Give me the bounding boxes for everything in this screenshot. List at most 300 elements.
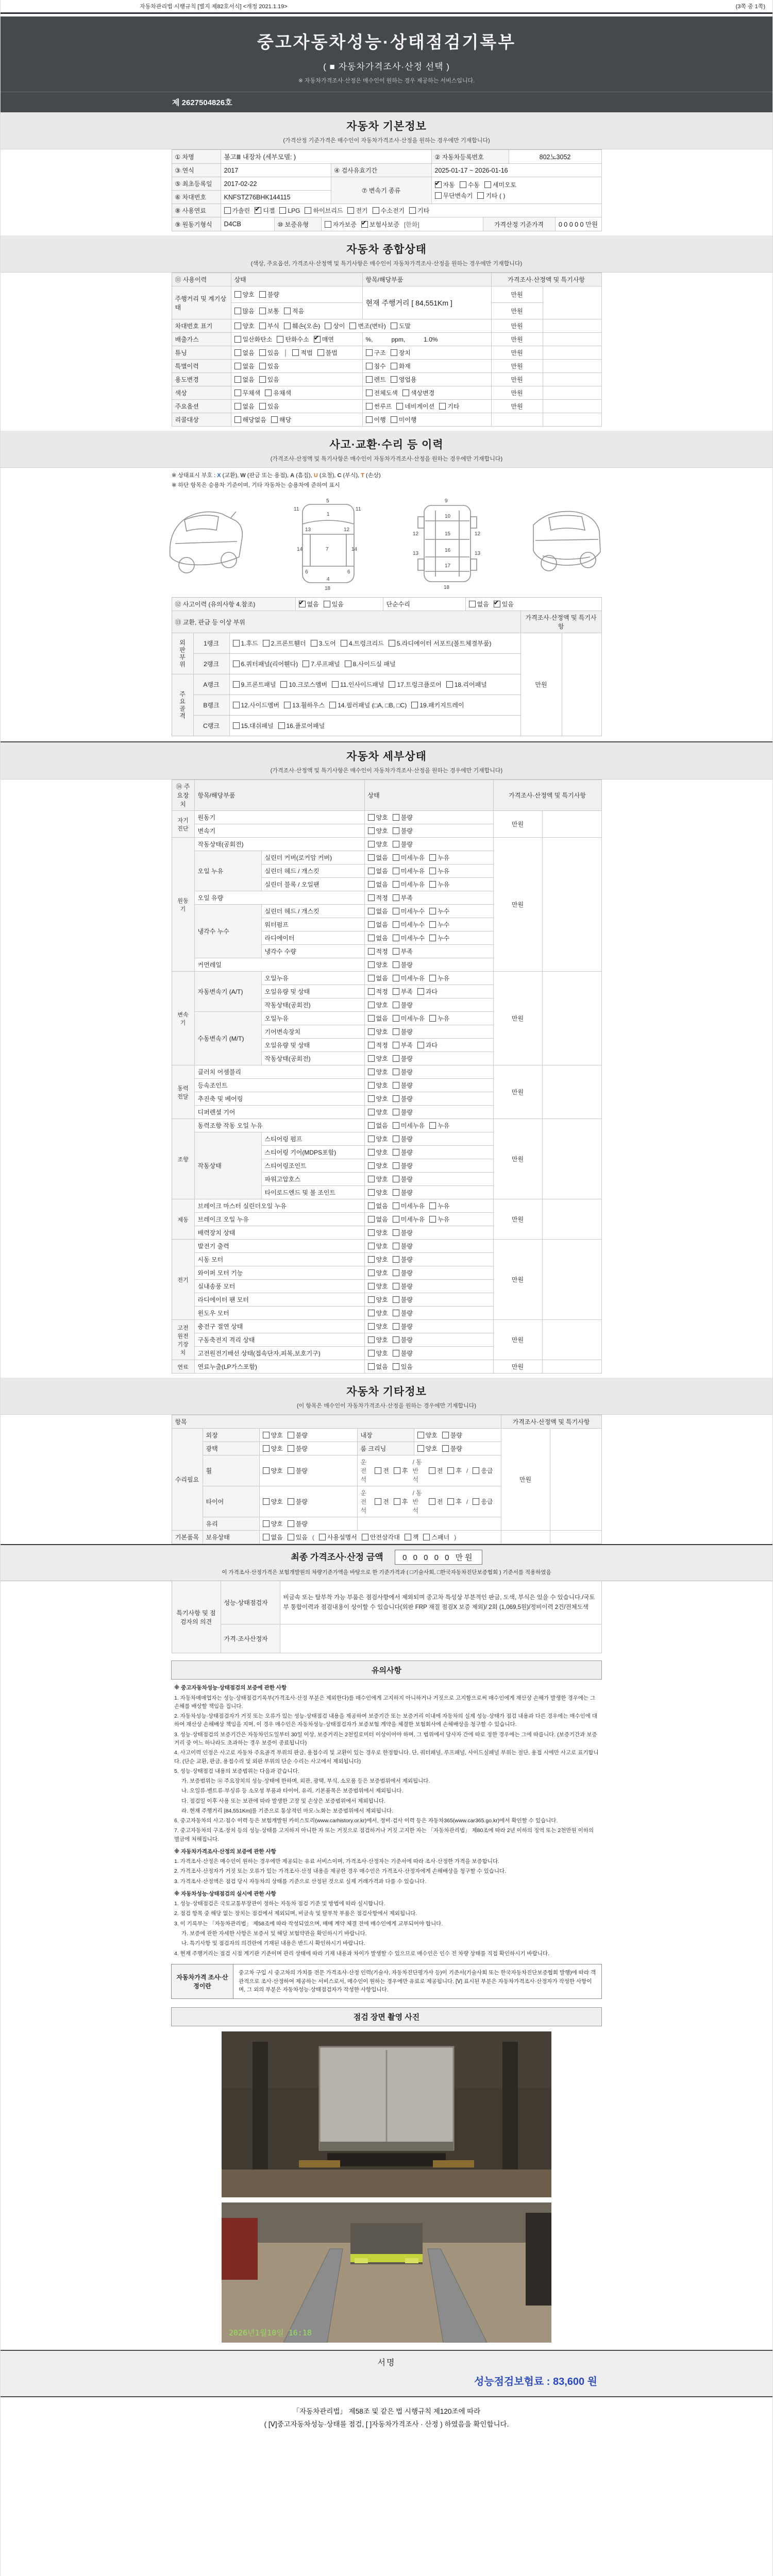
checkbox-icon[interactable] — [368, 1082, 375, 1089]
checkbox-option[interactable] — [417, 1444, 438, 1453]
checkbox-icon[interactable] — [303, 660, 309, 667]
checkbox-icon[interactable] — [368, 908, 375, 914]
checkbox-icon[interactable] — [263, 1445, 270, 1452]
checkbox-option[interactable] — [393, 1108, 413, 1116]
checkbox-option[interactable] — [393, 1268, 413, 1277]
checkbox-icon[interactable] — [345, 660, 351, 667]
checkbox-icon[interactable] — [368, 841, 375, 848]
checkbox-icon[interactable] — [375, 1467, 381, 1474]
checkbox-option[interactable] — [429, 1466, 443, 1475]
checkbox-icon[interactable] — [429, 921, 436, 928]
checkbox-icon[interactable] — [259, 323, 266, 329]
checkbox-icon[interactable] — [389, 640, 395, 647]
checkbox-icon[interactable] — [366, 363, 373, 369]
checkbox-option[interactable] — [368, 1175, 388, 1183]
checkbox-icon[interactable] — [368, 1243, 375, 1249]
checkbox-icon[interactable] — [393, 1149, 399, 1156]
checkbox-option[interactable] — [368, 1201, 388, 1210]
checkbox-icon[interactable] — [393, 1363, 399, 1370]
checkbox-icon[interactable] — [288, 1445, 294, 1452]
checkbox-icon[interactable] — [366, 403, 373, 410]
checkbox-icon[interactable] — [394, 1467, 400, 1474]
checkbox-option[interactable] — [393, 867, 425, 875]
checkbox-icon[interactable] — [263, 1498, 270, 1505]
checkbox-icon[interactable] — [417, 1432, 424, 1438]
checkbox-checked-icon[interactable] — [361, 221, 368, 228]
checkbox-option[interactable] — [368, 1295, 388, 1304]
checkbox-option[interactable] — [368, 1242, 388, 1250]
checkbox-option[interactable] — [429, 907, 449, 916]
checkbox-icon[interactable] — [263, 1520, 270, 1527]
checkbox-option[interactable] — [368, 1067, 388, 1076]
checkbox-option[interactable] — [429, 1014, 449, 1023]
checkbox-icon[interactable] — [368, 868, 375, 874]
checkbox-checked-icon[interactable] — [435, 181, 442, 188]
checkbox-option[interactable] — [393, 1282, 413, 1291]
checkbox-option[interactable] — [393, 1001, 413, 1009]
checkbox-icon[interactable] — [393, 1028, 399, 1035]
checkbox-icon[interactable] — [393, 935, 399, 941]
checkbox-icon[interactable] — [263, 1467, 270, 1474]
checkbox-option[interactable] — [234, 335, 273, 344]
checkbox-option[interactable] — [429, 1121, 449, 1130]
checkbox-icon[interactable] — [393, 1095, 399, 1102]
checkbox-option[interactable] — [366, 388, 398, 397]
checkbox-option[interactable] — [324, 600, 344, 608]
checkbox-option[interactable] — [429, 934, 449, 942]
checkbox-option[interactable] — [259, 321, 279, 330]
checkbox-icon[interactable] — [393, 1082, 399, 1089]
checkbox-icon[interactable] — [393, 1243, 399, 1249]
checkbox-option[interactable] — [368, 1027, 388, 1036]
checkbox-option[interactable] — [233, 680, 276, 689]
checkbox-option[interactable] — [368, 840, 388, 849]
checkbox-option[interactable] — [368, 1081, 388, 1090]
checkbox-option[interactable] — [299, 600, 319, 608]
checkbox-option[interactable] — [442, 1431, 462, 1439]
checkbox-icon[interactable] — [224, 207, 231, 214]
checkbox-option[interactable] — [417, 1431, 438, 1439]
checkbox-option[interactable] — [325, 321, 345, 330]
checkbox-icon[interactable] — [324, 601, 330, 607]
checkbox-icon[interactable] — [234, 376, 241, 383]
checkbox-icon[interactable] — [435, 192, 442, 199]
checkbox-icon[interactable] — [429, 935, 436, 941]
checkbox-option[interactable] — [417, 987, 438, 996]
checkbox-icon[interactable] — [393, 894, 399, 901]
checkbox-option[interactable] — [429, 853, 449, 862]
checkbox-icon[interactable] — [447, 1498, 454, 1505]
checkbox-option[interactable] — [393, 1054, 413, 1063]
checkbox-icon[interactable] — [259, 291, 266, 298]
checkbox-option[interactable] — [368, 1134, 388, 1143]
checkbox-icon[interactable] — [442, 1445, 449, 1452]
checkbox-option[interactable] — [423, 1533, 449, 1541]
checkbox-icon[interactable] — [393, 1283, 399, 1290]
checkbox-option[interactable] — [368, 974, 388, 982]
checkbox-option[interactable] — [429, 880, 449, 889]
checkbox-icon[interactable] — [429, 1216, 436, 1223]
checkbox-icon[interactable] — [429, 1122, 436, 1129]
checkbox-icon[interactable] — [368, 1363, 375, 1370]
checkbox-option[interactable] — [284, 321, 320, 330]
checkbox-option[interactable] — [442, 1444, 462, 1453]
checkbox-icon[interactable] — [405, 1534, 411, 1540]
checkbox-icon[interactable] — [284, 702, 291, 708]
checkbox-option[interactable] — [233, 659, 298, 668]
checkbox-icon[interactable] — [429, 1202, 436, 1209]
checkbox-icon[interactable] — [233, 681, 240, 688]
checkbox-icon[interactable] — [429, 908, 436, 914]
checkbox-option[interactable] — [368, 1188, 388, 1197]
checkbox-option[interactable] — [389, 639, 492, 648]
checkbox-checked-icon[interactable] — [314, 336, 321, 343]
checkbox-icon[interactable] — [402, 389, 409, 396]
checkbox-icon[interactable] — [368, 1042, 375, 1048]
checkbox-icon[interactable] — [393, 881, 399, 888]
checkbox-option[interactable] — [234, 290, 255, 299]
checkbox-option[interactable] — [393, 1242, 413, 1250]
checkbox-option[interactable] — [319, 1533, 357, 1541]
checkbox-icon[interactable] — [477, 192, 484, 199]
checkbox-icon[interactable] — [393, 1015, 399, 1022]
checkbox-option[interactable] — [368, 1228, 388, 1237]
checkbox-icon[interactable] — [347, 207, 354, 214]
checkbox-option[interactable] — [234, 348, 255, 357]
checkbox-option[interactable] — [263, 1466, 283, 1475]
checkbox-icon[interactable] — [393, 841, 399, 848]
checkbox-icon[interactable] — [396, 403, 403, 410]
checkbox-icon[interactable] — [391, 323, 397, 329]
checkbox-icon[interactable] — [393, 1296, 399, 1303]
checkbox-icon[interactable] — [460, 181, 466, 188]
checkbox-icon[interactable] — [409, 207, 416, 214]
checkbox-icon[interactable] — [368, 1229, 375, 1236]
checkbox-option[interactable] — [473, 1466, 493, 1475]
checkbox-icon[interactable] — [393, 854, 399, 861]
checkbox-option[interactable] — [394, 1466, 408, 1475]
checkbox-option[interactable] — [288, 1533, 308, 1541]
checkbox-option[interactable] — [292, 348, 312, 357]
checkbox-option[interactable] — [259, 290, 279, 299]
checkbox-icon[interactable] — [368, 1256, 375, 1263]
checkbox-option[interactable] — [234, 415, 266, 424]
checkbox-icon[interactable] — [233, 702, 240, 708]
checkbox-option[interactable] — [368, 987, 388, 996]
checkbox-option[interactable] — [393, 1215, 425, 1224]
checkbox-icon[interactable] — [393, 908, 399, 914]
checkbox-icon[interactable] — [288, 1534, 294, 1540]
checkbox-option[interactable] — [265, 388, 291, 397]
checkbox-icon[interactable] — [259, 349, 266, 356]
checkbox-option[interactable] — [329, 701, 407, 709]
checkbox-icon[interactable] — [417, 1445, 424, 1452]
checkbox-option[interactable] — [460, 180, 480, 189]
checkbox-option[interactable] — [473, 1497, 493, 1506]
checkbox-option[interactable] — [393, 840, 413, 849]
checkbox-option[interactable] — [429, 867, 449, 875]
checkbox-option[interactable] — [233, 639, 258, 648]
checkbox-icon[interactable] — [368, 881, 375, 888]
checkbox-option[interactable] — [393, 826, 413, 835]
checkbox-icon[interactable] — [288, 1498, 294, 1505]
checkbox-option[interactable] — [284, 307, 304, 315]
checkbox-icon[interactable] — [393, 827, 399, 834]
checkbox-icon[interactable] — [393, 1269, 399, 1276]
checkbox-option[interactable] — [368, 960, 388, 969]
checkbox-option[interactable] — [409, 206, 429, 215]
checkbox-option[interactable] — [393, 1161, 413, 1170]
checkbox-icon[interactable] — [447, 1467, 454, 1474]
checkbox-option[interactable] — [288, 1497, 308, 1506]
checkbox-option[interactable] — [429, 1201, 449, 1210]
checkbox-option[interactable] — [368, 867, 388, 875]
checkbox-icon[interactable] — [393, 961, 399, 968]
checkbox-option[interactable] — [368, 907, 388, 916]
checkbox-option[interactable] — [393, 907, 425, 916]
checkbox-option[interactable] — [393, 1148, 413, 1157]
checkbox-icon[interactable] — [263, 1534, 270, 1540]
checkbox-icon[interactable] — [391, 376, 397, 383]
checkbox-option[interactable] — [280, 680, 327, 689]
checkbox-icon[interactable] — [411, 702, 418, 708]
checkbox-icon[interactable] — [417, 1042, 424, 1048]
checkbox-option[interactable] — [393, 853, 425, 862]
checkbox-icon[interactable] — [325, 323, 331, 329]
checkbox-icon[interactable] — [362, 1534, 368, 1540]
checkbox-icon[interactable] — [484, 181, 491, 188]
checkbox-option[interactable] — [393, 1188, 413, 1197]
checkbox-icon[interactable] — [349, 323, 356, 329]
checkbox-icon[interactable] — [280, 681, 287, 688]
checkbox-option[interactable] — [341, 639, 384, 648]
checkbox-option[interactable] — [279, 207, 300, 214]
checkbox-option[interactable] — [393, 974, 425, 982]
checkbox-option[interactable] — [477, 191, 505, 200]
checkbox-icon[interactable] — [259, 308, 266, 314]
checkbox-icon[interactable] — [332, 681, 339, 688]
checkbox-option[interactable] — [375, 1466, 389, 1475]
checkbox-option[interactable] — [391, 415, 417, 424]
checkbox-option[interactable] — [366, 375, 386, 384]
checkbox-option[interactable] — [393, 1201, 425, 1210]
checkbox-option[interactable] — [429, 920, 449, 929]
checkbox-option[interactable] — [368, 1268, 388, 1277]
checkbox-icon[interactable] — [234, 349, 241, 356]
checkbox-option[interactable] — [362, 1533, 400, 1541]
checkbox-icon[interactable] — [368, 1069, 375, 1075]
checkbox-option[interactable] — [368, 1054, 388, 1063]
checkbox-icon[interactable] — [366, 376, 373, 383]
checkbox-icon[interactable] — [429, 1498, 435, 1505]
checkbox-icon[interactable] — [259, 403, 266, 410]
checkbox-icon[interactable] — [393, 921, 399, 928]
checkbox-option[interactable] — [271, 415, 291, 424]
checkbox-option[interactable] — [393, 1335, 413, 1344]
checkbox-icon[interactable] — [368, 1176, 375, 1182]
checkbox-icon[interactable] — [393, 948, 399, 955]
checkbox-option[interactable] — [349, 321, 385, 330]
checkbox-option[interactable] — [325, 220, 357, 229]
checkbox-icon[interactable] — [393, 1136, 399, 1142]
checkbox-option[interactable] — [393, 1362, 413, 1371]
checkbox-option[interactable] — [317, 348, 338, 357]
checkbox-option[interactable] — [393, 920, 425, 929]
checkbox-icon[interactable] — [391, 349, 397, 356]
checkbox-icon[interactable] — [366, 416, 373, 423]
checkbox-icon[interactable] — [391, 416, 397, 423]
checkbox-icon[interactable] — [234, 416, 241, 423]
checkbox-option[interactable] — [393, 1121, 425, 1130]
checkbox-option[interactable] — [373, 206, 405, 215]
checkbox-icon[interactable] — [288, 1467, 294, 1474]
checkbox-icon[interactable] — [368, 1015, 375, 1022]
checkbox-option[interactable] — [393, 880, 425, 889]
checkbox-option[interactable] — [368, 947, 388, 956]
checkbox-icon[interactable] — [368, 854, 375, 861]
checkbox-checked-icon[interactable] — [299, 601, 306, 607]
checkbox-icon[interactable] — [442, 1432, 449, 1438]
checkbox-icon[interactable] — [393, 1310, 399, 1316]
checkbox-option[interactable] — [393, 1067, 413, 1076]
checkbox-icon[interactable] — [429, 1015, 436, 1022]
checkbox-icon[interactable] — [277, 336, 283, 343]
checkbox-option[interactable] — [391, 348, 411, 357]
checkbox-icon[interactable] — [288, 1520, 294, 1527]
checkbox-option[interactable] — [288, 1444, 308, 1453]
checkbox-option[interactable] — [234, 321, 255, 330]
checkbox-option[interactable] — [263, 1444, 283, 1453]
checkbox-icon[interactable] — [368, 975, 375, 981]
checkbox-option[interactable] — [429, 1497, 443, 1506]
checkbox-icon[interactable] — [259, 363, 266, 369]
checkbox-icon[interactable] — [263, 1432, 270, 1438]
checkbox-icon[interactable] — [368, 1028, 375, 1035]
checkbox-option[interactable] — [366, 402, 392, 411]
checkbox-option[interactable] — [234, 375, 255, 384]
checkbox-icon[interactable] — [393, 1002, 399, 1008]
checkbox-option[interactable] — [263, 1533, 283, 1541]
checkbox-option[interactable] — [391, 321, 411, 330]
checkbox-icon[interactable] — [394, 1498, 400, 1505]
checkbox-icon[interactable] — [368, 1122, 375, 1129]
checkbox-icon[interactable] — [393, 1202, 399, 1209]
checkbox-option[interactable] — [368, 1108, 388, 1116]
checkbox-option[interactable] — [411, 701, 464, 709]
checkbox-option[interactable] — [429, 1215, 449, 1224]
checkbox-checked-icon[interactable] — [255, 207, 261, 214]
checkbox-icon[interactable] — [373, 207, 379, 214]
checkbox-icon[interactable] — [393, 1042, 399, 1048]
checkbox-option[interactable] — [263, 639, 306, 648]
checkbox-option[interactable] — [278, 721, 325, 730]
checkbox-icon[interactable] — [366, 389, 373, 396]
checkbox-option[interactable] — [284, 701, 325, 709]
checkbox-icon[interactable] — [393, 1189, 399, 1196]
checkbox-icon[interactable] — [368, 1336, 375, 1343]
checkbox-icon[interactable] — [368, 1269, 375, 1276]
checkbox-icon[interactable] — [234, 308, 241, 314]
checkbox-icon[interactable] — [292, 349, 299, 356]
checkbox-icon[interactable] — [368, 827, 375, 834]
checkbox-option[interactable] — [263, 1497, 283, 1506]
checkbox-option[interactable] — [439, 402, 459, 411]
checkbox-option[interactable] — [393, 1295, 413, 1304]
checkbox-option[interactable] — [233, 701, 280, 709]
checkbox-option[interactable] — [402, 388, 434, 397]
checkbox-icon[interactable] — [368, 1095, 375, 1102]
checkbox-option[interactable] — [303, 659, 340, 668]
checkbox-icon[interactable] — [325, 221, 331, 228]
checkbox-option[interactable] — [263, 1431, 283, 1439]
checkbox-checked-icon[interactable] — [494, 601, 500, 607]
checkbox-option[interactable] — [368, 1148, 388, 1157]
checkbox-option[interactable] — [469, 600, 489, 608]
checkbox-icon[interactable] — [284, 308, 291, 314]
checkbox-option[interactable] — [366, 348, 386, 357]
checkbox-icon[interactable] — [473, 1498, 479, 1505]
checkbox-option[interactable] — [368, 1041, 388, 1049]
checkbox-option[interactable] — [484, 180, 516, 189]
checkbox-icon[interactable] — [368, 988, 375, 995]
checkbox-icon[interactable] — [329, 702, 336, 708]
checkbox-icon[interactable] — [278, 722, 285, 729]
checkbox-icon[interactable] — [368, 1149, 375, 1156]
checkbox-option[interactable] — [311, 639, 336, 648]
checkbox-icon[interactable] — [234, 389, 241, 396]
checkbox-option[interactable] — [417, 1041, 438, 1049]
checkbox-option[interactable] — [234, 307, 255, 315]
checkbox-option[interactable] — [368, 1121, 388, 1130]
checkbox-option[interactable] — [368, 853, 388, 862]
checkbox-option[interactable] — [368, 920, 388, 929]
checkbox-option[interactable] — [375, 1497, 389, 1506]
checkbox-icon[interactable] — [393, 1323, 399, 1330]
checkbox-icon[interactable] — [288, 1432, 294, 1438]
checkbox-icon[interactable] — [393, 988, 399, 995]
checkbox-icon[interactable] — [429, 854, 436, 861]
checkbox-option[interactable] — [305, 206, 343, 215]
checkbox-option[interactable] — [393, 893, 413, 902]
checkbox-option[interactable] — [368, 1362, 388, 1371]
checkbox-icon[interactable] — [393, 868, 399, 874]
checkbox-icon[interactable] — [439, 403, 446, 410]
checkbox-option[interactable] — [393, 987, 413, 996]
checkbox-option[interactable] — [393, 1134, 413, 1143]
checkbox-option[interactable] — [368, 1349, 388, 1358]
checkbox-option[interactable] — [435, 191, 473, 200]
checkbox-icon[interactable] — [305, 207, 311, 214]
checkbox-option[interactable] — [314, 335, 334, 344]
checkbox-icon[interactable] — [429, 1467, 435, 1474]
checkbox-option[interactable] — [389, 680, 441, 689]
checkbox-icon[interactable] — [368, 1136, 375, 1142]
checkbox-icon[interactable] — [279, 207, 286, 214]
checkbox-option[interactable] — [288, 1431, 308, 1439]
checkbox-option[interactable] — [393, 947, 413, 956]
checkbox-option[interactable] — [447, 1497, 462, 1506]
checkbox-option[interactable] — [368, 1161, 388, 1170]
checkbox-option[interactable] — [233, 721, 274, 730]
checkbox-icon[interactable] — [389, 681, 395, 688]
checkbox-icon[interactable] — [391, 363, 397, 369]
checkbox-option[interactable] — [368, 1309, 388, 1317]
checkbox-icon[interactable] — [368, 948, 375, 955]
checkbox-option[interactable] — [361, 220, 399, 229]
checkbox-option[interactable] — [345, 659, 396, 668]
checkbox-option[interactable] — [234, 362, 255, 370]
checkbox-icon[interactable] — [368, 1323, 375, 1330]
